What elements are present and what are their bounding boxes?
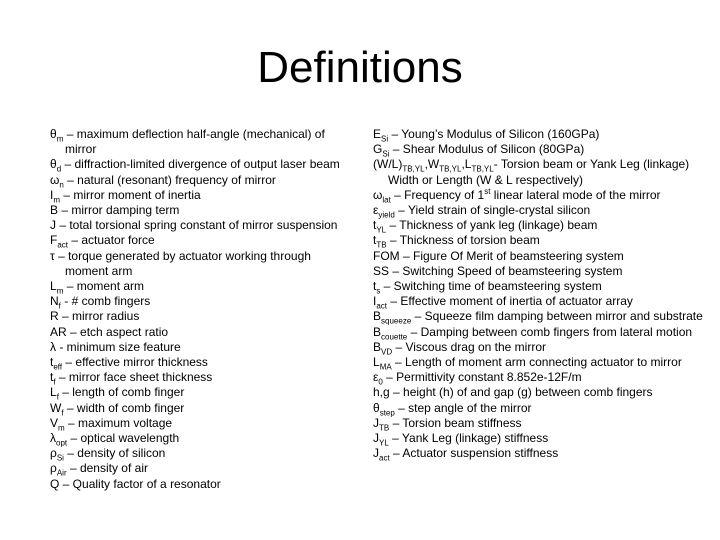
definition-symbol: t [50,355,54,370]
definition-item [50,325,340,340]
left-definitions-list [50,127,340,492]
definition-item [50,249,340,279]
definition-text: - # comb fingers [60,294,151,309]
definition-subscript: Air [56,468,67,478]
definition-item: $\omega_{lat}$ – Frequency of 1st linear lateral mode of the mirror [373,186,661,205]
definition-item: h,g – height (h) of and gap (g) between comb fingers [373,385,653,400]
definition-item: $t_{YL}$ – Thickness of yank leg (linkage) beam [373,218,598,235]
definition-subscript: Si [56,453,64,463]
definition-subscript: f [58,301,61,311]
definition-symbol: θ [50,127,57,141]
definition-text: – effective mirror thickness [62,355,208,370]
definition-item [50,173,340,188]
definition-item: $t_s$ – Switching time of beamsteering system [373,279,602,296]
right-definitions-list [373,127,703,461]
definition-item: SS – Switching Speed of beamsteering system [373,263,623,278]
definition-symbol: t [50,370,54,385]
definition-text: – mirror radius [58,309,140,324]
definition-symbol: L [50,385,57,400]
definition-subscript: m [56,286,64,296]
definition-subscript: m [56,134,64,144]
definition-item [50,355,340,370]
definition-symbol: AR [50,324,67,339]
definition-item [50,203,340,218]
definition-text: – etch aspect ratio [66,324,169,339]
definition-text: - minimum size feature [56,339,181,354]
definition-item: FOM – Figure Of Merit of beamsteering system [373,248,624,263]
definition-item: $(W/L)_{TB,YL},W_{TB,YL},L_{TB,YL}-$ Torsion beam or Yank Leg (linkage) Width or Length (W & L respectively) [373,157,690,187]
definition-item [50,461,340,476]
definition-subscript: n [59,180,64,189]
definition-text: – mirror damping term [58,203,180,218]
definition-text: – total torsional spring constant of mirror suspension [56,218,338,233]
definition-item: $B_{squeeze}$ – Squeeze film damping between mirror and substrate [373,309,703,326]
definition-text: – natural (resonant) frequency of mirror [63,172,276,187]
definition-text: – density of air [66,461,148,476]
definition-symbol: I [50,187,54,202]
definition-item [50,477,340,492]
definition-subscript: m [58,423,65,433]
definition-item [50,309,340,324]
definition-item [50,294,340,309]
definition-subscript: act [57,240,69,250]
definition-item: $J_{YL}$ – Yank Leg (linkage) stiffness [373,431,549,448]
definition-item [50,127,340,157]
definition-symbol: V [50,415,59,430]
definition-item: $\varepsilon_0$ – Permittivity constant 8.852e-12F/m [373,370,582,387]
definition-symbol: B [50,203,59,218]
definition-item: $J_{act}$ – Actuator suspension stiffness [373,446,559,463]
definition-item: $J_{TB}$ – Torsion beam stiffness [373,415,522,433]
definition-text: – mirror moment of inertia [60,187,201,202]
definition-symbol: τ [50,248,55,263]
definition-item: $\theta_{step}$ – step angle of the mirror [373,400,532,418]
definition-symbol: L [50,279,57,294]
definition-symbol: J [50,218,56,233]
definition-subscript: f [56,392,59,402]
definition-item: $I_{act}$ – Effective moment of inertia of actuator array [373,294,633,311]
definition-item [50,340,340,355]
definition-symbol: λ [50,339,56,354]
definition-item: $t_{TB}$ – Thickness of torsion beam [373,233,540,250]
definition-item: $B_{VD}$ – Viscous drag on the mirror [373,339,546,357]
definition-item [50,157,340,172]
definition-symbol: ρ [50,446,57,461]
definition-item: $E_{Si}$ – Young’s Modulus of Silicon (160GPa) [373,127,600,144]
definition-text: – actuator force [68,233,155,248]
definition-text: – optical wavelength [67,431,180,446]
definition-subscript: eff [53,362,63,372]
definition-item [50,370,340,385]
definition-symbol: R [50,309,59,324]
definition-item: $B_{couette}$ – Damping between comb fingers from lateral motion [373,324,693,342]
definition-text: – density of silicon [63,446,166,461]
definition-item [50,401,340,416]
definition-subscript: m [53,195,61,205]
definition-item: $\varepsilon_{yield}$ – Yield strain of single-crystal silicon [373,203,591,220]
definition-item [50,279,340,294]
page-title: Definitions [257,43,463,92]
definition-item: $L_{MA}$ – Length of moment arm connecting actuator to mirror [373,355,682,372]
definition-symbol: ρ [50,461,57,476]
definition-item: $G_{Si}$ – Shear Modulus of Silicon (80GPa) [373,142,585,159]
definition-text: – width of comb finger [63,400,185,415]
definition-symbol: W [50,400,62,415]
definition-symbol: F [50,233,58,248]
definition-text: – length of comb finger [58,385,185,400]
definition-symbol: N [50,294,59,309]
definition-subscript: opt [56,438,68,448]
definition-item [50,385,340,400]
definition-subscript: d [56,164,62,174]
definition-symbol: θ [50,157,57,172]
definition-item [50,218,340,233]
definition-symbol: ω [50,172,60,187]
definition-item [50,188,340,203]
definition-symbol: λ [50,431,56,446]
definition-text: – mirror face sheet thickness [55,370,213,385]
definition-text: – maximum voltage [64,415,173,430]
definition-item [50,446,340,461]
definition-item [50,233,340,248]
definition-text: – Quality factor of a resonator [59,476,221,491]
definition-item [50,416,340,431]
definition-text: – maximum deflection half-angle (mechanical) of mirror [63,127,325,157]
definition-text: – moment arm [63,279,145,294]
definition-item [50,431,340,446]
definition-text: – torque generated by actuator working through moment arm [54,248,311,278]
definition-text: – diffraction-limited divergence of output laser beam [61,157,340,172]
definition-symbol: Q [50,476,60,491]
definition-subscript: f [53,377,56,387]
definition-subscript: f [61,408,64,418]
